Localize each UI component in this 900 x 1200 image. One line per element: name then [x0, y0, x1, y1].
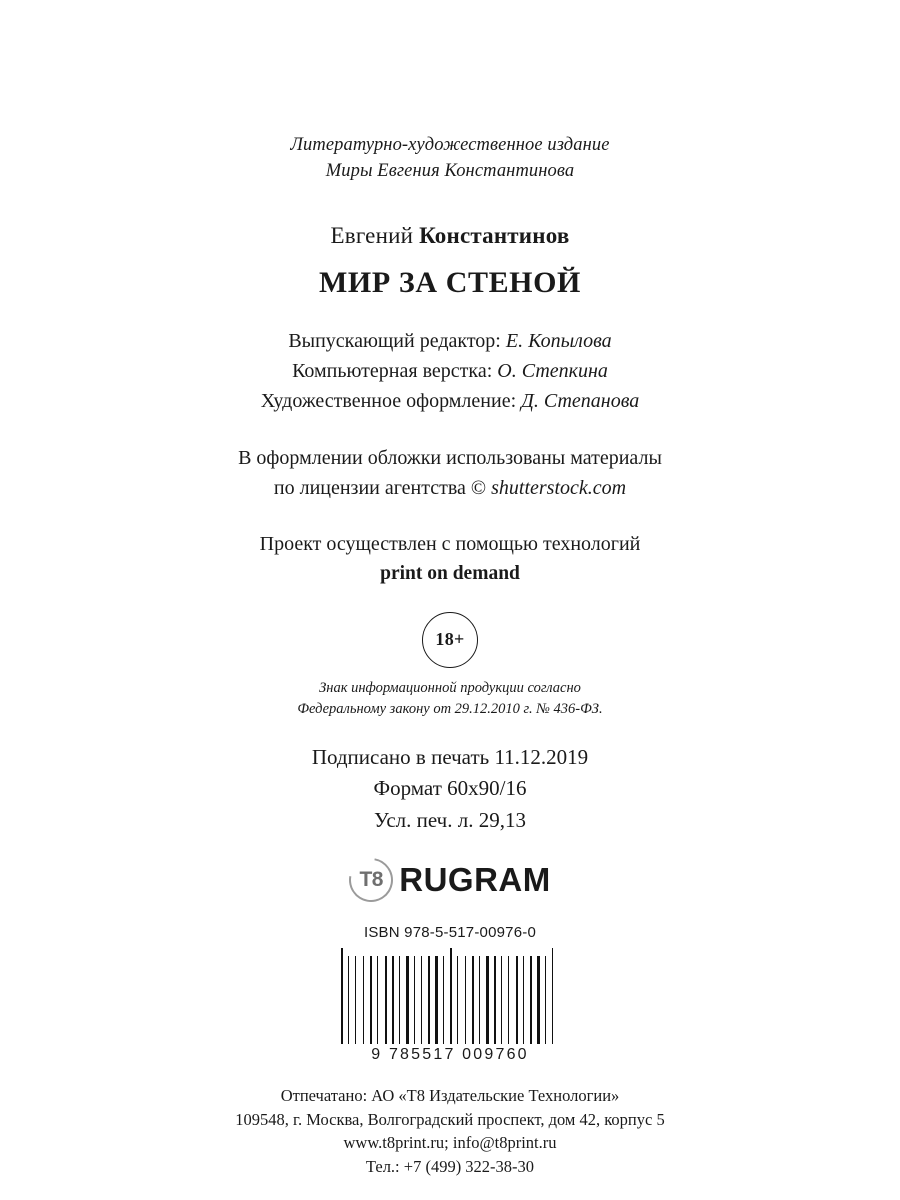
credit-role: Выпускающий редактор: [288, 329, 506, 352]
law-note-line-2: Федеральному закону от 29.12.2010 г. № 436-ФЗ. [297, 700, 603, 717]
credit-row [0, 386, 900, 416]
credit-role: Художественное оформление: [260, 390, 522, 413]
phone-line: Тел.: +7 (499) 322-38-30 [365, 1156, 535, 1176]
credit-name: Е. Копылова [505, 329, 612, 352]
printer-line: Отпечатано: АО «Т8 Издательские Технологии» [280, 1086, 620, 1106]
cover-credit-line-2 [0, 473, 900, 503]
law-note-block [0, 678, 900, 720]
address-line: 109548, г. Москва, Волгоградский проспект, дом 42, корпус 5 [235, 1109, 665, 1129]
print-on-demand-block [0, 529, 900, 588]
credits-block [0, 326, 900, 417]
sheets-line: Усл. печ. л. 29,13 [374, 807, 526, 832]
age-rating-badge: 18+ [422, 612, 478, 668]
barcode-digits: 9 785517 009760 [371, 1046, 529, 1064]
t8-circle-icon [349, 858, 393, 902]
credit-row [0, 326, 900, 356]
author-line [0, 223, 900, 249]
web-line: www.t8print.ru; info@t8print.ru [343, 1133, 557, 1153]
book-title: МИР ЗА СТЕНОЙ [319, 265, 581, 299]
publisher-logo-wrap [349, 858, 550, 902]
isbn-line: ISBN 978-5-517-00976-0 [363, 924, 536, 942]
format-line: Формат 60x90/16 [373, 776, 527, 801]
edition-type-line: Литературно-художественное издание [290, 135, 610, 155]
credit-name: Д. Степанова [521, 390, 640, 413]
barcode-block [341, 948, 559, 1064]
imprint-block [0, 1084, 900, 1178]
law-note-line-1: Знак информационной продукции согласно [319, 679, 581, 696]
cover-credit-prefix: по лицензии агентства © [273, 476, 492, 499]
credit-role: Компьютерная верстка: [292, 359, 498, 382]
logo-t8-text: T8 [359, 868, 383, 892]
author-first-name: Евгений [330, 222, 420, 248]
series-block [0, 132, 900, 185]
t8-rugram-logo [349, 858, 550, 902]
barcode-image [341, 948, 559, 1044]
pod-line: Проект осуществлен с помощью технологий [259, 532, 641, 555]
cover-credit-block [0, 443, 900, 503]
cover-credit-brand: shutterstock.com [491, 476, 627, 499]
author-last-name: Константинов [419, 222, 570, 248]
cover-credit-line-1: В оформлении обложки использованы материалы [238, 446, 662, 469]
print-info-block [0, 742, 900, 837]
age-rating-wrap [422, 612, 478, 668]
credit-row [0, 356, 900, 386]
pod-label: print on demand [380, 562, 520, 584]
signed-to-print-line: Подписано в печать 11.12.2019 [311, 744, 589, 769]
series-name-line: Миры Евгения Константинова [325, 161, 575, 182]
credit-name: О. Степкина [497, 359, 608, 382]
logo-wordmark: RUGRAM [399, 861, 551, 899]
